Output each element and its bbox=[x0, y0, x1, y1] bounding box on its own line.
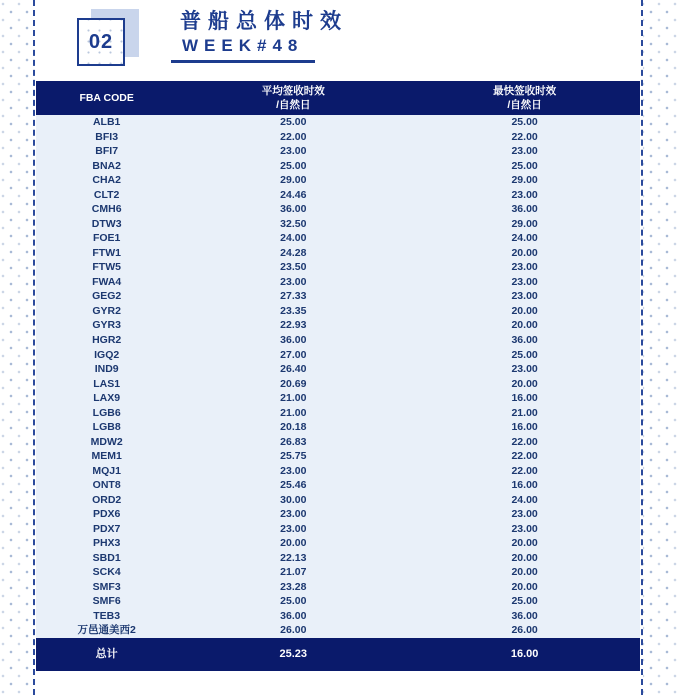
fastest-time-cell: 23.00 bbox=[511, 522, 538, 535]
fba-code-cell: GYR2 bbox=[92, 304, 121, 317]
fba-code-cell: BFI7 bbox=[95, 145, 119, 158]
fba-code-cell: PDX6 bbox=[92, 508, 121, 521]
avg-time-cell: 24.00 bbox=[280, 232, 307, 245]
fastest-time-cell: 36.00 bbox=[511, 333, 538, 346]
table-row bbox=[36, 173, 640, 188]
avg-time-cell: 25.00 bbox=[280, 159, 307, 172]
table-row bbox=[36, 594, 640, 609]
avg-time-cell: 29.00 bbox=[280, 174, 307, 187]
section-number-badge bbox=[77, 18, 125, 66]
fastest-time-cell: 29.00 bbox=[511, 217, 538, 230]
table-row bbox=[36, 231, 640, 246]
fastest-time-cell: 22.00 bbox=[511, 435, 538, 448]
fastest-time-cell: 20.00 bbox=[511, 319, 538, 332]
fastest-time-cell: 24.00 bbox=[511, 232, 538, 245]
table-row bbox=[36, 347, 640, 362]
fba-code-cell: LAX9 bbox=[93, 392, 121, 405]
fastest-time-cell: 16.00 bbox=[511, 392, 538, 405]
fba-code-cell: PHX3 bbox=[92, 537, 121, 550]
avg-time-cell: 26.40 bbox=[280, 363, 307, 376]
fba-code-cell: FTW5 bbox=[92, 261, 121, 274]
table-row bbox=[36, 144, 640, 159]
avg-time-cell: 32.50 bbox=[280, 217, 307, 230]
avg-time-cell: 23.28 bbox=[280, 580, 307, 593]
avg-time-cell: 20.00 bbox=[280, 537, 307, 550]
fastest-time-cell: 23.00 bbox=[511, 290, 538, 303]
avg-time-cell: 27.33 bbox=[280, 290, 307, 303]
table-header-row bbox=[36, 81, 640, 115]
fba-code-cell: MDW2 bbox=[90, 435, 123, 448]
fba-code-cell: GEG2 bbox=[92, 290, 122, 303]
fastest-time-cell: 21.00 bbox=[511, 406, 538, 419]
fba-code-cell: FWA4 bbox=[92, 275, 122, 288]
table-row bbox=[36, 405, 640, 420]
table-row bbox=[36, 246, 640, 261]
table-row bbox=[36, 492, 640, 507]
fastest-time-cell: 16.00 bbox=[511, 479, 538, 492]
avg-time-cell: 20.69 bbox=[280, 377, 307, 390]
avg-time-cell: 36.00 bbox=[280, 333, 307, 346]
avg-time-cell: 23.00 bbox=[280, 275, 307, 288]
fastest-time-cell: 23.00 bbox=[511, 275, 538, 288]
fastest-time-cell: 26.00 bbox=[511, 624, 538, 637]
fastest-time-cell: 22.00 bbox=[511, 130, 538, 143]
avg-time-cell: 30.00 bbox=[280, 493, 307, 506]
fastest-time-cell: 23.00 bbox=[511, 188, 538, 201]
table-row bbox=[36, 420, 640, 435]
fba-code-cell: CLT2 bbox=[93, 188, 120, 201]
fastest-time-cell: 29.00 bbox=[511, 174, 538, 187]
fastest-time-cell: 24.00 bbox=[511, 493, 538, 506]
report-header bbox=[35, 0, 641, 81]
header-fastest-time: 最快签收时效 /自然日 bbox=[493, 85, 557, 111]
avg-time-cell: 26.83 bbox=[280, 435, 307, 448]
fastest-time-cell: 25.00 bbox=[511, 348, 538, 361]
avg-time-cell: 25.00 bbox=[280, 116, 307, 129]
table-total-row bbox=[36, 638, 640, 671]
title-underline bbox=[171, 60, 315, 63]
fba-code-cell: MEM1 bbox=[91, 450, 122, 463]
table-row bbox=[36, 391, 640, 406]
table-row bbox=[36, 580, 640, 595]
fastest-time-cell: 23.00 bbox=[511, 145, 538, 158]
avg-time-cell: 24.46 bbox=[280, 188, 307, 201]
fba-code-cell: LGB8 bbox=[92, 421, 121, 434]
avg-time-cell: 36.00 bbox=[280, 609, 307, 622]
avg-time-cell: 24.28 bbox=[280, 246, 307, 259]
fba-code-cell: SMF6 bbox=[92, 595, 121, 608]
fba-code-cell: PDX7 bbox=[92, 522, 121, 535]
fba-code-cell: ALB1 bbox=[92, 116, 121, 129]
fastest-time-cell: 20.00 bbox=[511, 246, 538, 259]
table-row bbox=[36, 463, 640, 478]
fastest-time-cell: 22.00 bbox=[511, 450, 538, 463]
avg-time-cell: 21.00 bbox=[280, 406, 307, 419]
avg-time-cell: 22.13 bbox=[280, 551, 307, 564]
table-row bbox=[36, 362, 640, 377]
avg-time-cell: 25.75 bbox=[280, 450, 307, 463]
avg-time-cell: 27.00 bbox=[280, 348, 307, 361]
avg-time-cell: 21.00 bbox=[280, 392, 307, 405]
table-row bbox=[36, 550, 640, 565]
avg-time-cell: 25.46 bbox=[280, 479, 307, 492]
table-row bbox=[36, 217, 640, 232]
timeliness-table bbox=[36, 81, 640, 671]
avg-time-cell: 22.93 bbox=[280, 319, 307, 332]
fba-code-cell: HGR2 bbox=[92, 333, 122, 346]
table-row bbox=[36, 449, 640, 464]
table-row bbox=[36, 434, 640, 449]
table-row bbox=[36, 565, 640, 580]
fastest-time-cell: 20.00 bbox=[511, 377, 538, 390]
total-avg-value: 25.23 bbox=[279, 648, 308, 661]
fba-code-cell: BFI3 bbox=[95, 130, 119, 143]
table-row bbox=[36, 260, 640, 275]
fba-code-cell: MQJ1 bbox=[92, 464, 121, 477]
avg-time-cell: 23.00 bbox=[280, 464, 307, 477]
fastest-time-cell: 25.00 bbox=[511, 159, 538, 172]
fba-code-cell: ONT8 bbox=[92, 479, 121, 492]
table-row bbox=[36, 115, 640, 130]
fba-code-cell: ORD2 bbox=[92, 493, 122, 506]
fastest-time-cell: 23.00 bbox=[511, 508, 538, 521]
fba-code-cell: 万邑通美西2 bbox=[77, 624, 136, 637]
fba-code-cell: CHA2 bbox=[92, 174, 121, 187]
fastest-time-cell: 20.00 bbox=[511, 537, 538, 550]
table-row bbox=[36, 275, 640, 290]
fastest-time-cell: 25.00 bbox=[511, 116, 538, 129]
table-row bbox=[36, 202, 640, 217]
fba-code-cell: FTW1 bbox=[92, 246, 121, 259]
fastest-time-cell: 36.00 bbox=[511, 203, 538, 216]
fastest-time-cell: 20.00 bbox=[511, 551, 538, 564]
fba-code-cell: LGB6 bbox=[92, 406, 121, 419]
avg-time-cell: 25.00 bbox=[280, 595, 307, 608]
table-row bbox=[36, 623, 640, 638]
fastest-time-cell: 36.00 bbox=[511, 609, 538, 622]
page-title: 普船总体时效 bbox=[180, 10, 348, 33]
avg-time-cell: 23.50 bbox=[280, 261, 307, 274]
avg-time-cell: 23.00 bbox=[280, 508, 307, 521]
fba-code-cell: IGQ2 bbox=[94, 348, 120, 361]
fba-code-cell: LAS1 bbox=[93, 377, 121, 390]
avg-time-cell: 21.07 bbox=[280, 566, 307, 579]
fastest-time-cell: 16.00 bbox=[511, 421, 538, 434]
fba-code-cell: IND9 bbox=[94, 363, 119, 376]
table-row bbox=[36, 376, 640, 391]
fastest-time-cell: 20.00 bbox=[511, 304, 538, 317]
avg-time-cell: 23.35 bbox=[280, 304, 307, 317]
table-row bbox=[36, 159, 640, 174]
fastest-time-cell: 23.00 bbox=[511, 363, 538, 376]
fba-code-cell: TEB3 bbox=[93, 609, 121, 622]
fba-code-cell: FOE1 bbox=[92, 232, 121, 245]
table-row bbox=[36, 478, 640, 493]
table-row bbox=[36, 188, 640, 203]
avg-time-cell: 22.00 bbox=[280, 130, 307, 143]
total-label: 总计 bbox=[95, 648, 118, 661]
table-row bbox=[36, 333, 640, 348]
avg-time-cell: 23.00 bbox=[280, 145, 307, 158]
section-number: 02 bbox=[88, 30, 114, 53]
fba-code-cell: SMF3 bbox=[92, 580, 121, 593]
avg-time-cell: 20.18 bbox=[280, 421, 307, 434]
table-row bbox=[36, 536, 640, 551]
fba-code-cell: SCK4 bbox=[92, 566, 121, 579]
table-body bbox=[36, 115, 640, 638]
fba-code-cell: DTW3 bbox=[91, 217, 122, 230]
fastest-time-cell: 22.00 bbox=[511, 464, 538, 477]
avg-time-cell: 23.00 bbox=[280, 522, 307, 535]
fastest-time-cell: 23.00 bbox=[511, 261, 538, 274]
header-avg-time: 平均签收时效 /自然日 bbox=[261, 85, 325, 111]
total-fastest-value: 16.00 bbox=[510, 648, 539, 661]
table-row bbox=[36, 130, 640, 145]
fba-code-cell: BNA2 bbox=[92, 159, 121, 172]
header-fba-code: FBA CODE bbox=[79, 92, 134, 104]
fastest-time-cell: 20.00 bbox=[511, 580, 538, 593]
page-subtitle-week: WEEK#48 bbox=[182, 36, 304, 55]
table-row bbox=[36, 304, 640, 319]
fba-code-cell: CMH6 bbox=[91, 203, 122, 216]
fastest-time-cell: 20.00 bbox=[511, 566, 538, 579]
fba-code-cell: GYR3 bbox=[92, 319, 121, 332]
table-row bbox=[36, 318, 640, 333]
table-row bbox=[36, 507, 640, 522]
fba-code-cell: SBD1 bbox=[92, 551, 121, 564]
avg-time-cell: 36.00 bbox=[280, 203, 307, 216]
avg-time-cell: 26.00 bbox=[280, 624, 307, 637]
fastest-time-cell: 25.00 bbox=[511, 595, 538, 608]
table-row bbox=[36, 609, 640, 624]
report-panel bbox=[33, 0, 643, 695]
table-row bbox=[36, 289, 640, 304]
table-row bbox=[36, 521, 640, 536]
